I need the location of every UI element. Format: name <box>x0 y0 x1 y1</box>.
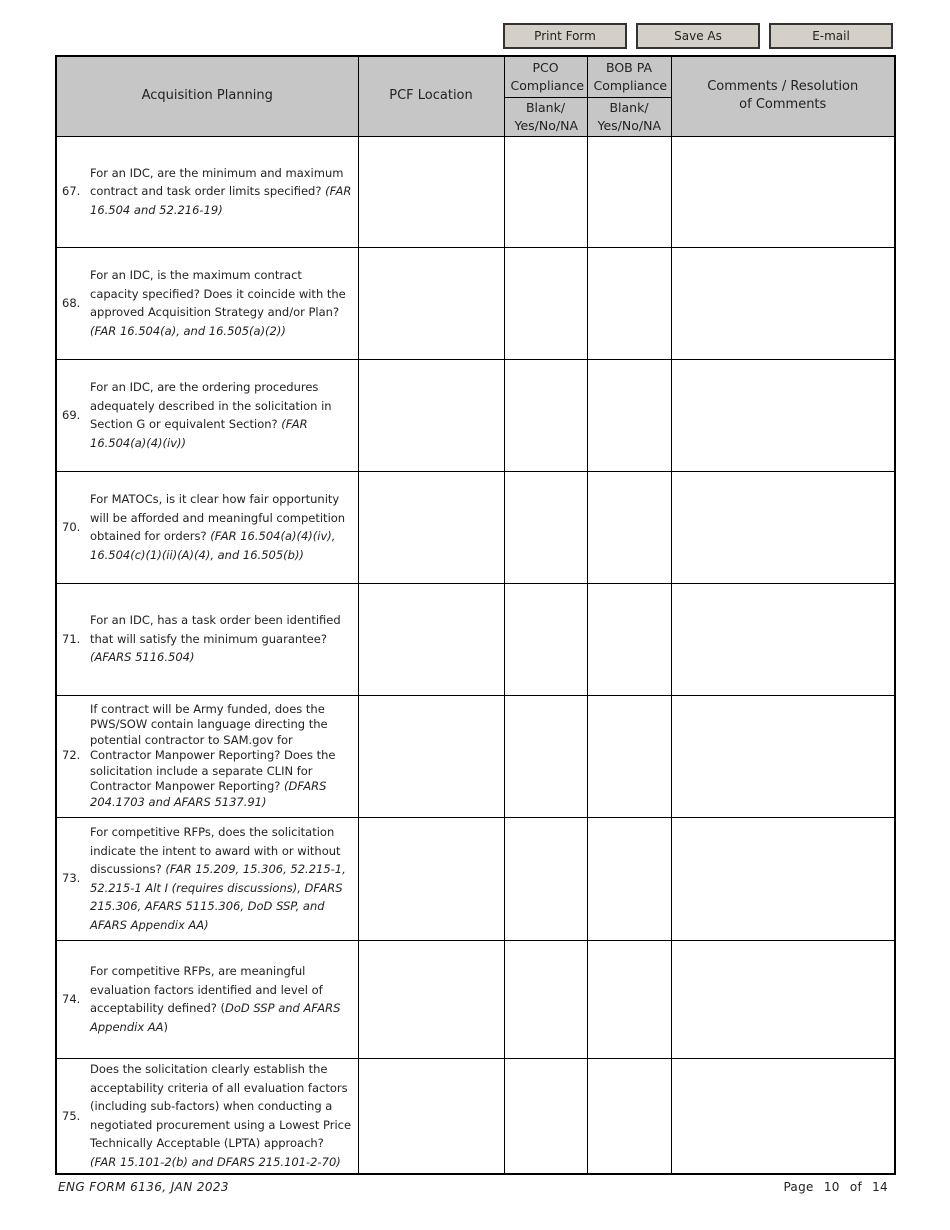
page-number: 10 <box>823 1180 840 1194</box>
question-number: 70. <box>62 519 81 534</box>
bob-pa-compliance-field[interactable] <box>587 940 671 1058</box>
print-form-button[interactable]: Print Form <box>503 23 627 49</box>
question-cell <box>56 1058 358 1174</box>
save-as-button[interactable]: Save As <box>636 23 760 49</box>
question-text: For an IDC, are the minimum and maximum contract and task order limits specified? <box>90 165 344 199</box>
pco-compliance-field[interactable] <box>504 695 587 817</box>
question-reference: (FAR 16.504(a)(4)(iv), 16.504(c)(1)(ii)(A)(4), and 16.505(b)) <box>90 529 336 562</box>
bob-pa-compliance-field[interactable] <box>587 695 671 817</box>
table-row <box>56 136 895 247</box>
question-number: 67. <box>62 184 81 199</box>
comments-field[interactable] <box>671 817 895 940</box>
bob-pa-compliance-field[interactable] <box>587 247 671 359</box>
question-text: If contract will be Army funded, does the PWS/SOW contain language directing the potential contractor to SAM.gov for Contractor Manpower Reporting? Does the solicitation include a separate CLIN for Contractor Manpower Reporting? <box>90 701 336 794</box>
question-cell <box>56 940 358 1058</box>
pco-compliance-field[interactable] <box>504 247 587 359</box>
page-indicator <box>777 1180 888 1194</box>
question-reference: DoD SSP and AFARS Appendix AA <box>90 1001 341 1034</box>
question-reference: (FAR 15.101-2(b) and DFARS 215.101-2-70) <box>90 1154 341 1169</box>
question-reference: (FAR 16.504 and 52.216-19) <box>90 184 352 217</box>
page-label: Page <box>783 1180 814 1194</box>
comments-field[interactable] <box>671 940 895 1058</box>
pco-compliance-field[interactable] <box>504 359 587 471</box>
question-cell <box>56 471 358 583</box>
pcf-location-field[interactable] <box>358 940 504 1058</box>
comments-field[interactable] <box>671 247 895 359</box>
question-text-tail: ) <box>163 1019 169 1034</box>
question-number: 68. <box>62 295 81 310</box>
pco-compliance-field[interactable] <box>504 940 587 1058</box>
question-number: 72. <box>62 748 81 763</box>
question-cell <box>56 583 358 695</box>
bob-pa-compliance-field[interactable] <box>587 136 671 247</box>
table-row <box>56 247 895 359</box>
email-button[interactable]: E-mail <box>769 23 893 49</box>
comments-field[interactable] <box>671 136 895 247</box>
page-of-label: of <box>849 1180 862 1194</box>
page-total: 14 <box>872 1180 888 1194</box>
question-cell <box>56 136 358 247</box>
header-bob-values: Blank/ Yes/No/NA <box>587 97 671 136</box>
pco-compliance-field[interactable] <box>504 1058 587 1174</box>
comments-field[interactable] <box>671 471 895 583</box>
question-text: Does the solicitation clearly establish the acceptability criteria of all evaluation factors (including sub-factors) when conducting a negotiated procurement using a Lowest Price Technically Acceptable (LPTA) approach? <box>90 1062 352 1151</box>
pcf-location-field[interactable] <box>358 247 504 359</box>
question-reference: (DFARS 204.1703 and AFARS 5137.91) <box>90 779 327 809</box>
bob-pa-compliance-field[interactable] <box>587 359 671 471</box>
pcf-location-field[interactable] <box>358 359 504 471</box>
bob-pa-compliance-field[interactable] <box>587 1058 671 1174</box>
question-text: For competitive RFPs, does the solicitation indicate the intent to award with or without discussions? <box>90 825 341 876</box>
bob-pa-compliance-field[interactable] <box>587 817 671 940</box>
question-number: 74. <box>62 991 81 1006</box>
question-text: For MATOCs, is it clear how fair opportunity will be afforded and meaningful competition obtained for orders? <box>90 492 346 543</box>
table-row <box>56 817 895 940</box>
pcf-location-field[interactable] <box>358 817 504 940</box>
pco-compliance-field[interactable] <box>504 817 587 940</box>
question-number: 75. <box>62 1108 81 1123</box>
header-acquisition-planning: Acquisition Planning <box>56 56 358 136</box>
question-number: 71. <box>62 631 81 646</box>
pcf-location-field[interactable] <box>358 583 504 695</box>
pco-compliance-field[interactable] <box>504 471 587 583</box>
table-row <box>56 695 895 817</box>
table-row <box>56 940 895 1058</box>
table-row <box>56 583 895 695</box>
table-row <box>56 471 895 583</box>
question-text: For an IDC, is the maximum contract capacity specified? Does it coincide with the approved Acquisition Strategy and/or Plan? <box>90 268 346 319</box>
question-number: 69. <box>62 407 81 422</box>
pcf-location-field[interactable] <box>358 695 504 817</box>
pco-compliance-field[interactable] <box>504 583 587 695</box>
comments-field[interactable] <box>671 583 895 695</box>
header-comments: Comments / Resolution of Comments <box>671 56 895 136</box>
question-cell <box>56 817 358 940</box>
pco-compliance-field[interactable] <box>504 136 587 247</box>
question-cell <box>56 695 358 817</box>
pcf-location-field[interactable] <box>358 136 504 247</box>
question-number: 73. <box>62 871 81 886</box>
header-pco-compliance: PCO Compliance <box>504 56 587 97</box>
form-toolbar <box>503 23 894 51</box>
question-text: For an IDC, are the ordering procedures adequately described in the solicitation in Section G or equivalent Section? <box>90 380 332 431</box>
comments-field[interactable] <box>671 1058 895 1174</box>
header-bob-pa-compliance: BOB PA Compliance <box>587 56 671 97</box>
header-pcf-location: PCF Location <box>358 56 504 136</box>
question-reference: (FAR 15.209, 15.306, 52.215-1, 52.215-1 Alt I (requires discussions), DFARS 215.306, AFARS 5115.306, DoD SSP, and AFARS Appendix AA) <box>90 862 346 932</box>
question-reference: (FAR 16.504(a)(4)(iv)) <box>90 417 308 450</box>
question-text: For competitive RFPs, are meaningful evaluation factors identified and level of acceptability defined? ( <box>90 964 323 1015</box>
pcf-location-field[interactable] <box>358 1058 504 1174</box>
bob-pa-compliance-field[interactable] <box>587 471 671 583</box>
header-pco-values: Blank/ Yes/No/NA <box>504 97 587 136</box>
table-row <box>56 359 895 471</box>
comments-field[interactable] <box>671 359 895 471</box>
form-identifier: ENG FORM 6136, JAN 2023 <box>58 1180 229 1194</box>
question-text: For an IDC, has a task order been identified that will satisfy the minimum guarantee? <box>90 613 341 646</box>
table-row <box>56 1058 895 1174</box>
acquisition-planning-table <box>55 55 896 1175</box>
comments-field[interactable] <box>671 695 895 817</box>
question-cell <box>56 359 358 471</box>
bob-pa-compliance-field[interactable] <box>587 583 671 695</box>
question-reference: (AFARS 5116.504) <box>90 650 195 665</box>
pcf-location-field[interactable] <box>358 471 504 583</box>
question-cell <box>56 247 358 359</box>
question-reference: (FAR 16.504(a), and 16.505(a)(2)) <box>90 323 286 338</box>
